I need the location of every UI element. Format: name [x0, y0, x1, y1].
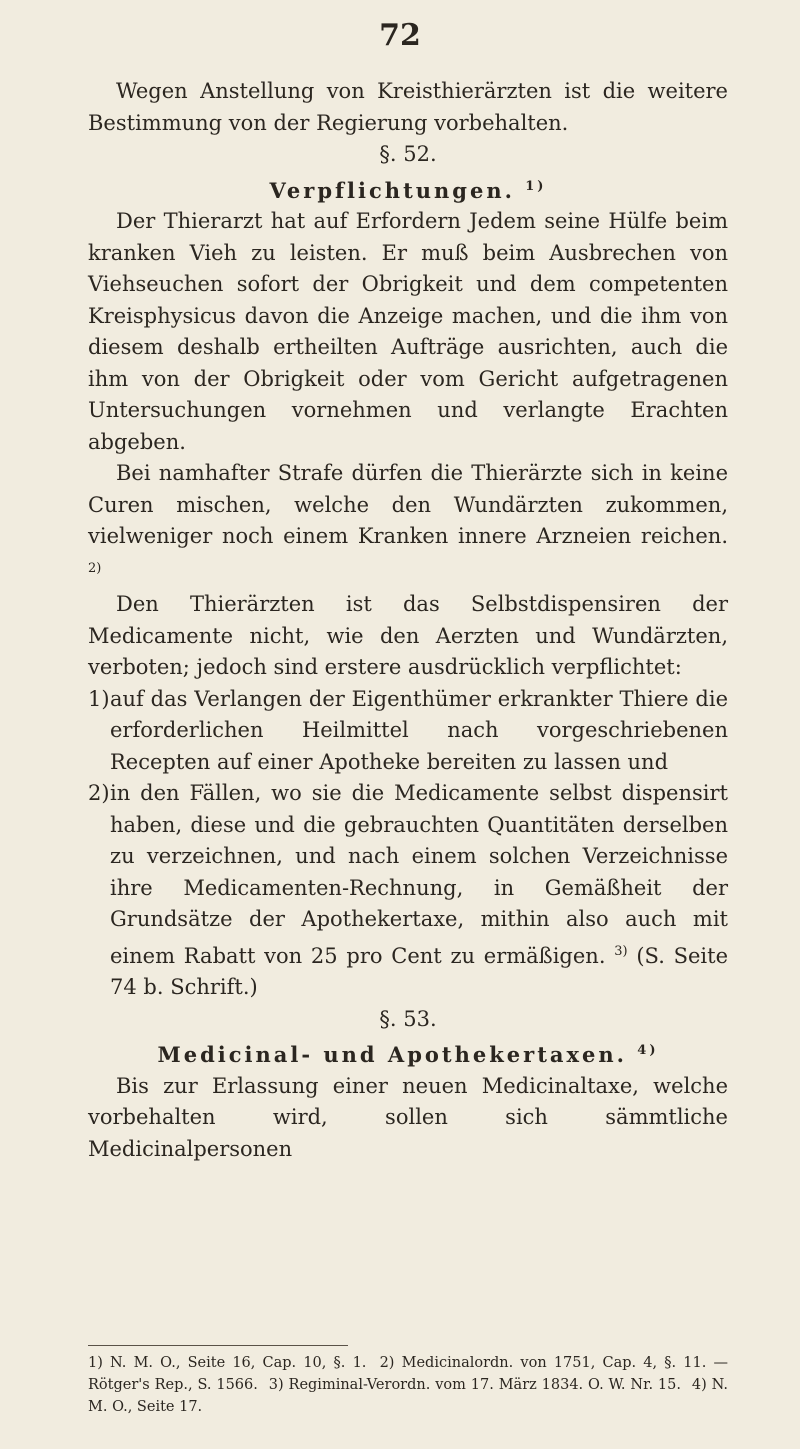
section-53-paragraph-1: Bis zur Erlassung einer neuen Medicinaltaxe, welche vorbehalten wird, sollen sich sämmtliche Medicinalpersonen — [88, 1073, 728, 1161]
section-53-note-ref: 4) — [637, 1043, 659, 1058]
footnote-3: 3) Regiminal-Verordn. vom 17. März 1834. O. W. Nr. 15. — [268, 1377, 681, 1393]
main-text — [88, 76, 728, 1165]
section-52-note-ref: 1) — [525, 178, 547, 194]
list-item-2-text: in den Fällen, wo sie die Medicamente selbst dispensirt haben, diese und die gebrauchten Quantitäten derselben zu verzeichnen, und nach einem solchen Verzeichnisse ihre Medicamenten-Rechnung, in Gemäßheit der Grundsätze der Apothekertaxe, mithin also auch mit einem Rabatt von 25 pro Cent zu ermäßigen. $^{3)}$ (S. Seite 74 b. Schrift.) — [110, 781, 729, 999]
list-item-2-ref: 3) — [614, 943, 628, 959]
section-52-paragraph-3: Den Thierärzten ist das Selbstdispensiren der Medicamente nicht, wie den Aerzten und Wundärzten, verboten; jedoch sind erstere ausdrücklich verpflichtet: — [88, 592, 728, 679]
footnotes — [88, 1352, 728, 1418]
list-item-2-number: 2) — [88, 781, 110, 805]
section-52-paragraph-2: Bei namhafter Strafe dürfen die Thierärzte sich in keine Curen mischen, welche den Wundärzten zukommen, vielweniger noch einem Kranken innere Arzneien reichen. $^{2)}$ — [88, 461, 728, 576]
footnote-1: 1) N. M. O., Seite 16, Cap. 10, §. 1. — [88, 1355, 367, 1371]
list-item-1-text: auf das Verlangen der Eigenthümer erkrankter Thiere die erforderlichen Heilmittel nach vorgeschriebenen Recepten auf einer Apotheke bereiten zu lassen und — [110, 686, 728, 774]
list-item-2-tail: (S. Seite 74 b. Schrift.) — [110, 943, 729, 999]
section-53-title: Medicinal- und Apothekertaxen. $^{4)}$ — [157, 1042, 659, 1067]
footnote-divider — [88, 1345, 348, 1346]
section-52-para2-ref: 2) — [88, 560, 102, 576]
list-item-1-number: 1) — [88, 686, 110, 711]
section-53-number: §. 53. — [379, 1006, 437, 1031]
footnote-4: 4) N. M. O., Seite 17. — [88, 1377, 729, 1415]
section-52-number: §. 52. — [379, 142, 437, 166]
footnote-2: 2) Medicinalordn. von 1751, Cap. 4, §. 11. — Rötger's Rep., S. 1566. — [88, 1355, 729, 1393]
list-item-2 — [88, 778, 728, 1004]
list-item-1 — [88, 684, 728, 779]
page-number: 72 — [379, 18, 421, 53]
section-52-paragraph-1: Der Thierarzt hat auf Erfordern Jedem seine Hülfe beim kranken Vieh zu leisten. Er muß beim Ausbrechen von Viehseuchen sofort der Obrigkeit und dem competenten Kreisphysicus davon die Anzeige machen, und die ihm von diesem deshalb ertheilten Aufträge ausrichten, auch die ihm von der Obrigkeit oder vom Gericht aufgetragenen Untersuchungen vornehmen und verlangte Erachten abgeben. — [88, 209, 728, 454]
section-52-title: Verpflichtungen. $^{1)}$ — [269, 177, 547, 203]
intro-paragraph: Wegen Anstellung von Kreisthierärzten ist die weitere Bestimmung von der Regierung vorbehalten. — [88, 79, 728, 135]
